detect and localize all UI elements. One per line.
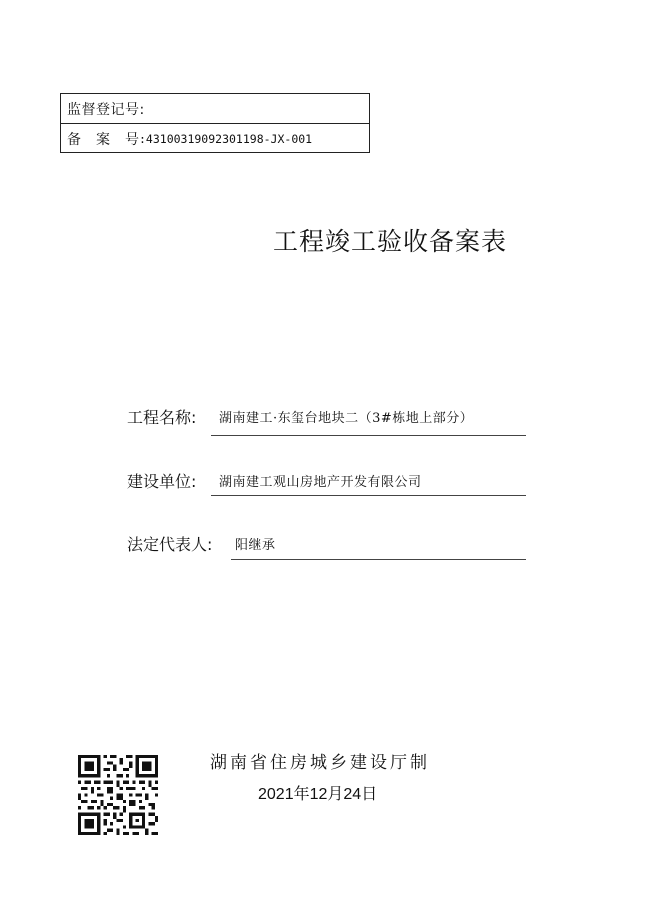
field-legal-representative-value: 阳继承 bbox=[235, 538, 276, 553]
field-construction-unit-value: 湖南建工观山房地产开发有限公司 bbox=[219, 475, 422, 490]
field-construction-unit-label: 建设单位: bbox=[127, 472, 197, 491]
field-legal-representative-underline bbox=[231, 559, 526, 560]
supervision-registration-row bbox=[61, 94, 369, 123]
registration-box bbox=[60, 93, 370, 153]
field-project-name-label: 工程名称: bbox=[127, 408, 197, 427]
issue-date: 2021年12月24日 bbox=[258, 786, 378, 803]
filing-number-row bbox=[61, 123, 369, 153]
issuer-text: 湖南省住房城乡建设厅制 bbox=[210, 753, 430, 773]
document-title: 工程竣工验收备案表 bbox=[272, 227, 507, 256]
field-legal-representative-label: 法定代表人: bbox=[127, 535, 213, 554]
supervision-registration-label: 监督登记号: bbox=[67, 101, 145, 118]
field-construction-unit-underline bbox=[211, 495, 526, 496]
field-project-name-value: 湖南建工·东玺台地块二（3#栋地上部分） bbox=[219, 411, 474, 426]
filing-number-label: 备案号 bbox=[67, 131, 154, 148]
field-project-name-underline bbox=[211, 435, 526, 436]
filing-number-value: :43100319092301198-JX-001 bbox=[139, 131, 313, 146]
qr-code-icon bbox=[78, 755, 158, 835]
